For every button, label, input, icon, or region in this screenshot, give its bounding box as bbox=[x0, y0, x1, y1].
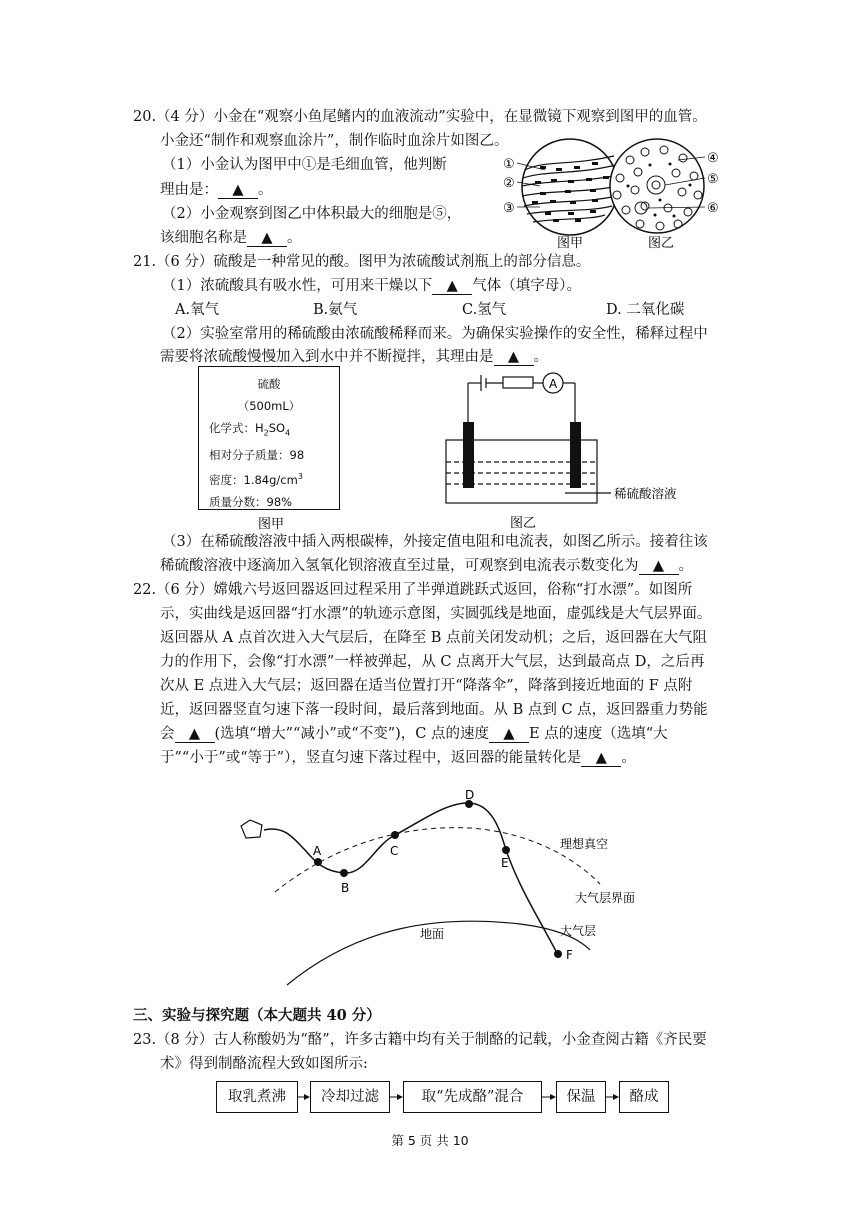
q20-part1a: （1）小金认为图甲中①是毛细血管，他判断 bbox=[162, 157, 447, 173]
q21-line1: 21.（6 分）硫酸是一种常见的酸。图甲为浓硫酸试剂瓶上的部分信息。 bbox=[133, 254, 591, 270]
page-footer: 第 5 页 共 10 bbox=[391, 1133, 469, 1148]
q20-line2: 小金还“制作和观察血涂片”，制作临时血涂片如图乙。 bbox=[160, 133, 509, 149]
answer-blank[interactable]: ▲ bbox=[581, 750, 621, 767]
ammeter-symbol: A bbox=[549, 377, 558, 391]
label-a: A bbox=[313, 844, 322, 858]
label-ground: 地面 bbox=[420, 927, 445, 941]
q21-part3b-text: 稀硫酸溶液中逐滴加入氢氧化钡溶液直至过量，可观察到电流表示数变化为 bbox=[160, 558, 639, 574]
caption-label-fig: 图甲 bbox=[258, 517, 285, 532]
q20-part2b-text: 该细胞名称是 bbox=[160, 230, 247, 246]
answer-blank[interactable]: ▲ bbox=[175, 726, 215, 743]
label-mass: 相对分子质量：98 bbox=[209, 448, 305, 463]
answer-blank[interactable]: ▲ bbox=[639, 558, 679, 575]
q23-line2: 术》得到制酪流程大致如图所示: bbox=[160, 1056, 368, 1072]
q22-line5: 次从 E 点进入大气层；返回器在适当位置打开“降落伞”，降落到接近地面的 F 点附 bbox=[160, 678, 693, 694]
q21-part2b-end: 。 bbox=[533, 349, 548, 365]
label-formula: 化学式：$H_2SO_4$ bbox=[209, 421, 291, 438]
flow-step-3: 取“先成酪”混合 bbox=[403, 1081, 542, 1113]
q20-part2b-end: 。 bbox=[287, 230, 302, 246]
flow-step-5: 酪成 bbox=[619, 1081, 669, 1113]
option-a[interactable]: A.氧气 bbox=[175, 302, 220, 318]
marker-3: ③ bbox=[503, 201, 515, 216]
q20-part1b-text: 理由是： bbox=[160, 182, 218, 198]
marker-5: ⑤ bbox=[707, 172, 719, 187]
flow-step-4: 保温 bbox=[556, 1081, 606, 1113]
q21-part1-text: （1）浓硫酸具有吸水性，可用来干燥以下 bbox=[162, 278, 433, 294]
label-boundary: 大气层界面 bbox=[575, 891, 636, 905]
q22-line6: 近，返回器竖直匀速下落一段时间，最后落到地面。从 B 点到 C 点，返回器重力势能 bbox=[160, 702, 708, 718]
marker-4: ④ bbox=[707, 151, 719, 166]
marker-1: ① bbox=[503, 157, 515, 172]
q23-line1: 23.（8 分）古人称酸奶为“酪”，许多古籍中均有关于制酪的记载，小金查阅古籍《齐民要 bbox=[133, 1032, 707, 1048]
q21-part1-end: 气体（填字母）。 bbox=[472, 278, 581, 294]
solution-label: 稀硫酸溶液 bbox=[614, 486, 677, 501]
q21-part3b-end: 。 bbox=[678, 558, 693, 574]
label-volume: （500mL） bbox=[237, 399, 301, 413]
label-fraction: 质量分数：98% bbox=[209, 495, 293, 510]
q22-line8: 于”“小于”或“等于”），竖直匀速下落过程中，返回器的能量转化是 ▲ 。 bbox=[160, 750, 636, 766]
marker-6: ⑥ bbox=[707, 201, 719, 216]
answer-blank[interactable]: ▲ bbox=[494, 349, 534, 366]
caption-fig-b: 图乙 bbox=[648, 236, 675, 251]
option-c[interactable]: C.氢气 bbox=[462, 302, 507, 318]
label-density: 密度：$1.84g/cm^3$ bbox=[209, 472, 303, 488]
q22-line4: 力的作用下，会像“打水漂”一样被弹起，从 C 点离开大气层，达到最高点 D，之后再 bbox=[160, 654, 705, 670]
label-b: B bbox=[341, 881, 350, 895]
label-atmosphere: 大气层 bbox=[560, 924, 597, 938]
q21-part2a: （2）实验室常用的稀硫酸由浓硫酸稀释而来。为确保实验操作的安全性，稀释过程中 bbox=[162, 326, 708, 342]
label-d: D bbox=[465, 788, 475, 802]
q22-line7: 会 ▲ (选填“增大”“减小”或“不变”)，C 点的速度 ▲ E 点的速度（选填“大 bbox=[160, 726, 668, 742]
q20-part1b-end: 。 bbox=[258, 182, 273, 198]
option-b[interactable]: B.氨气 bbox=[313, 302, 358, 318]
flow-step-1: 取乳煮沸 bbox=[216, 1081, 298, 1113]
label-title: 硫酸 bbox=[257, 377, 281, 391]
q20-line1: 20.（4 分）小金在“观察小鱼尾鳍内的血液流动”实验中，在显微镜下观察到图甲的血管。 bbox=[133, 109, 707, 125]
answer-blank[interactable]: ▲ bbox=[489, 726, 529, 743]
label-f: F bbox=[566, 948, 573, 962]
label-vacuum: 理想真空 bbox=[560, 837, 609, 851]
label-c: C bbox=[390, 844, 399, 858]
answer-blank[interactable]: ▲ bbox=[432, 278, 472, 295]
section-title: 三、实验与探究题（本大题共 40 分） bbox=[133, 1007, 381, 1024]
caption-circuit-fig: 图乙 bbox=[510, 516, 537, 531]
marker-2: ② bbox=[503, 176, 515, 191]
caption-fig-a: 图甲 bbox=[557, 236, 584, 251]
q21-part2b-text: 需要将浓硫酸慢慢加入到水中并不断搅拌，其理由是 bbox=[160, 349, 494, 365]
q21-part3a: （3）在稀硫酸溶液中插入两根碳棒，外接定值电阻和电流表，如图乙所示。接着往该 bbox=[162, 534, 708, 550]
q22-line3: 返回器从 A 点首次进入大气层后，在降至 B 点前关闭发动机；之后，返回器在大气阻 bbox=[160, 630, 708, 646]
q22-line1: 22.（6 分）嫦娥六号返回器返回过程采用了半弹道跳跃式返回，俗称“打水漂”。如图所 bbox=[133, 582, 693, 598]
q22-line2: 示，实曲线是返回器“打水漂”的轨迹示意图，实圆弧线是地面，虚弧线是大气层界面。 bbox=[160, 606, 712, 622]
answer-blank[interactable]: ▲ bbox=[218, 182, 258, 199]
flow-step-2: 冷却过滤 bbox=[310, 1081, 390, 1113]
q20-part2a: （2）小金观察到图乙中体积最大的细胞是⑤， bbox=[162, 206, 462, 222]
label-e: E bbox=[501, 856, 509, 870]
option-d[interactable]: D. 二氧化碳 bbox=[606, 302, 685, 318]
answer-blank[interactable]: ▲ bbox=[247, 230, 287, 247]
